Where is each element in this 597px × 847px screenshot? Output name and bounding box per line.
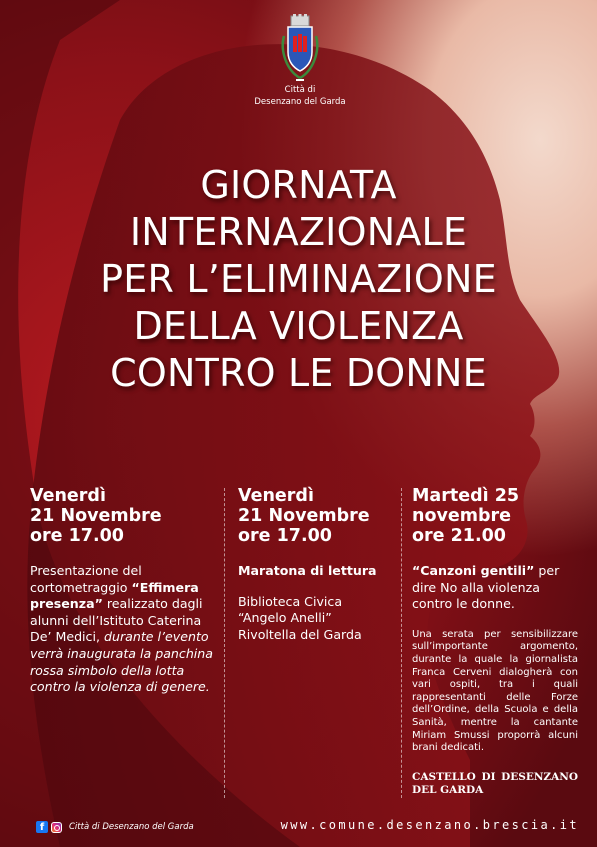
event-place-line: Biblioteca Civica: [238, 593, 343, 609]
facebook-icon[interactable]: f: [36, 821, 48, 833]
event-date: 21 Novembre: [238, 506, 370, 526]
instagram-icon[interactable]: [51, 822, 62, 833]
event-description: [30, 563, 216, 696]
event-details: Una serata per sensibilizzare sull’importante argomento, durante la quale la giornalista Franca Cerveni dialogherà con vari ospiti, tra i quali rappresentanti delle Forze dell’Ordine, della Scuola e della Sanità, mentre la cantante Miriam Smussi proporrà alcuni brani dedicati.: [412, 628, 578, 754]
event-date: 21 Novembre: [30, 506, 162, 526]
event-time: ore 17.00: [30, 526, 124, 546]
event-column-2: [238, 486, 406, 643]
event-venue: CASTELLO DI DESENZANO DEL GARDA: [412, 770, 578, 796]
event-italic-note: durante l’evento verrà inaugurata la panchina rossa simbolo della lotta contro la violenza di genere.: [30, 629, 214, 695]
event-text: per dire No alla violenza contro le donne.: [412, 563, 560, 612]
event-highlight: “Effimera presenza”: [30, 579, 199, 612]
event-time: ore 17.00: [238, 526, 332, 546]
event-day: Venerdì: [30, 486, 106, 506]
city-name-line2: Desenzano del Garda: [254, 97, 346, 107]
event-place-line: “Angelo Anelli”: [238, 610, 332, 626]
event-day: Venerdì: [238, 486, 314, 506]
event-datetime: [412, 486, 578, 546]
city-name-line1: Città di: [284, 85, 316, 95]
event-date: novembre: [412, 506, 512, 526]
event-place-line: Rivoltella del Garda: [238, 626, 362, 642]
title-line-1: GIORNATA: [200, 163, 397, 207]
event-description: [238, 563, 406, 643]
event-highlight: Maratona di lettura: [238, 563, 377, 578]
event-title: [20, 162, 577, 397]
title-line-4: DELLA VIOLENZA: [133, 304, 464, 348]
title-line-5: CONTRO LE DONNE: [110, 351, 487, 395]
title-line-3: PER L’ELIMINAZIONE: [100, 257, 497, 301]
event-time: ore 21.00: [412, 526, 506, 546]
city-coat-of-arms-icon: [276, 14, 324, 86]
event-datetime: [238, 486, 406, 546]
event-column-3: [412, 486, 578, 797]
event-highlight: “Canzoni gentili”: [412, 563, 535, 578]
event-datetime: [30, 486, 216, 546]
column-divider: [224, 488, 225, 798]
event-day: Martedì 25: [412, 486, 520, 506]
event-text: realizzato dagli alunni dell’Istituto Caterina De’ Medici,: [30, 596, 203, 645]
title-line-2: INTERNAZIONALE: [129, 210, 468, 254]
social-links: [36, 820, 194, 834]
event-text: Presentazione del cortometraggio: [30, 563, 142, 595]
city-name: [238, 84, 362, 108]
social-label: Città di Desenzano del Garda: [69, 822, 194, 832]
event-description: [412, 563, 578, 613]
website-link[interactable]: www.comune.desenzano.brescia.it: [280, 818, 579, 832]
event-column-1: [30, 486, 216, 696]
